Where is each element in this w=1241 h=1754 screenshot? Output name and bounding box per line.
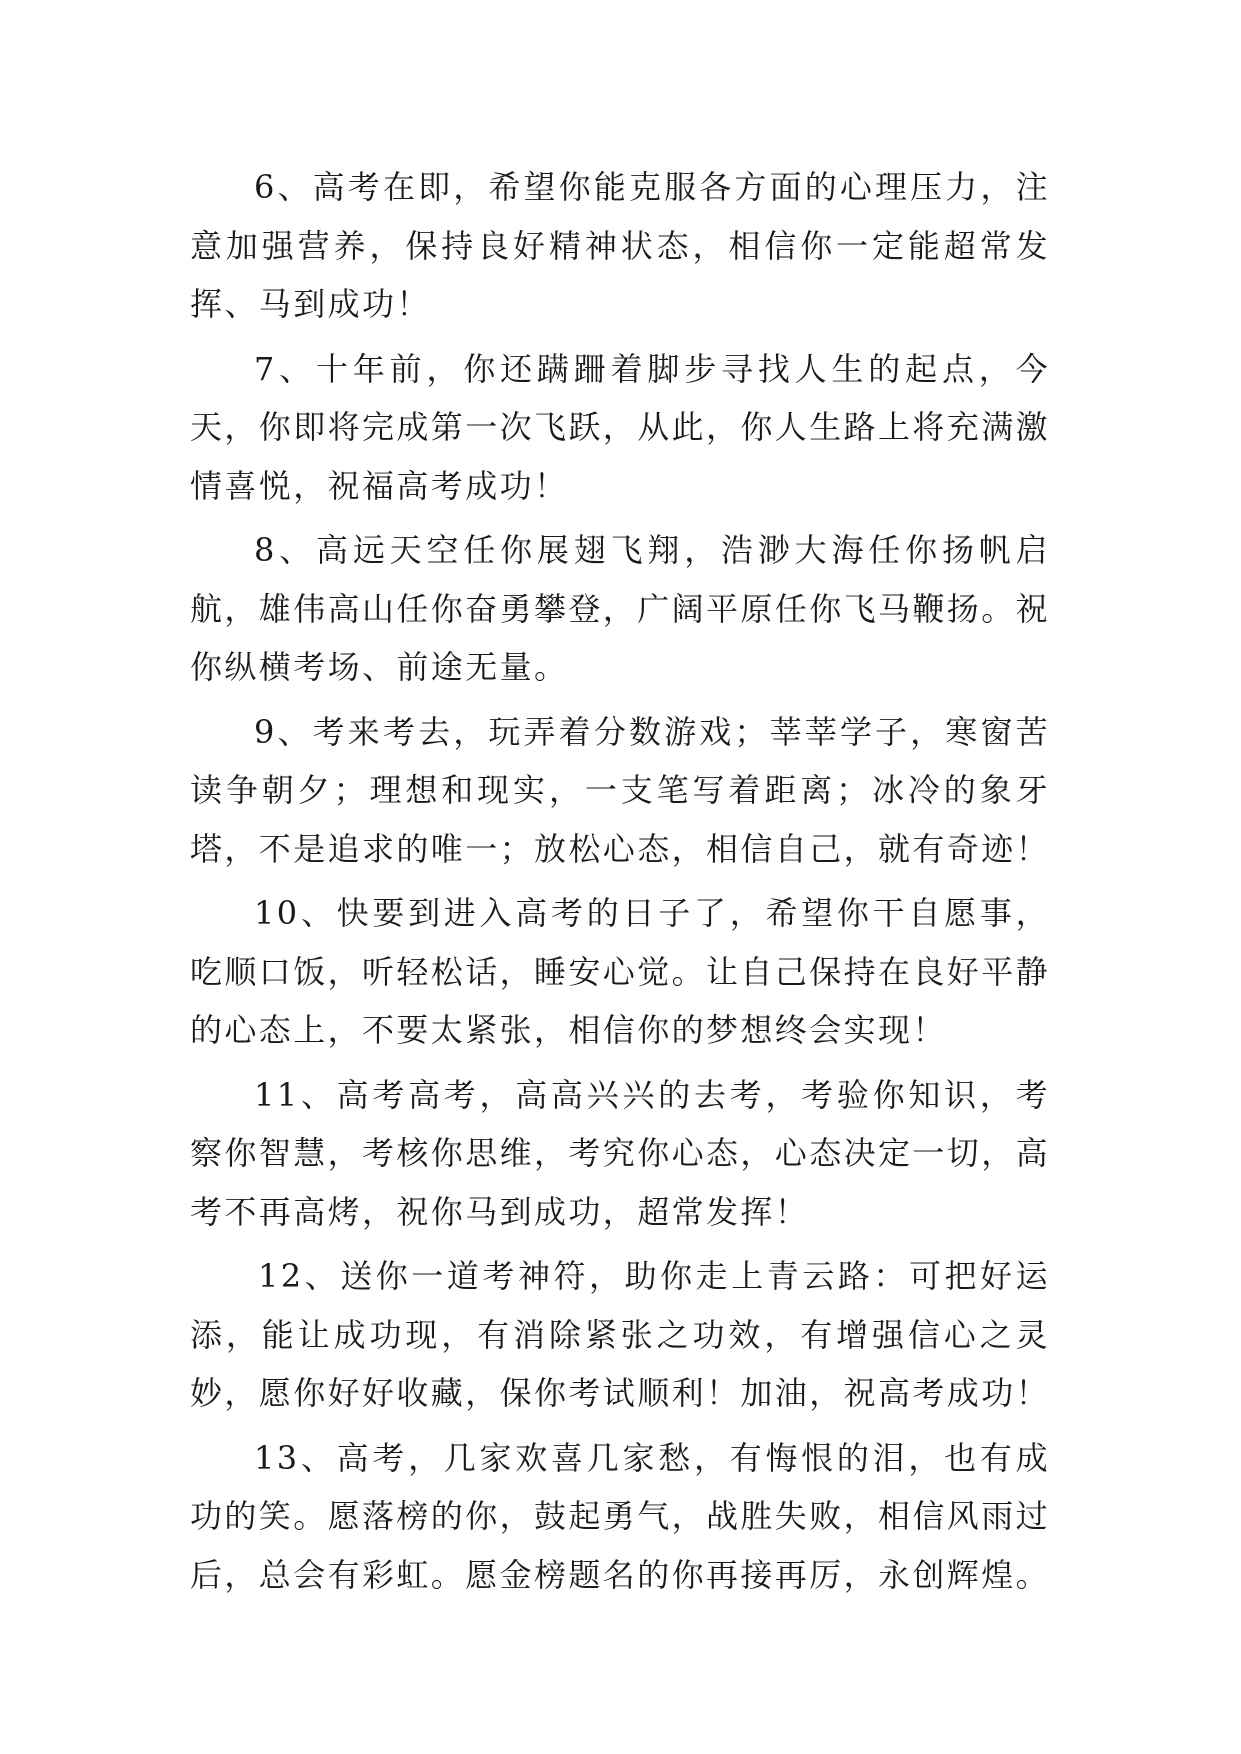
paragraph-11: 11、高考高考，高高兴兴的去考，考验你知识，考察你智慧，考核你思维，考究你心态，心态决定一切，高考不再高烤，祝你马到成功，超常发挥！ — [190, 1075, 1051, 1231]
document-body — [190, 158, 1050, 1610]
paragraph-6: 6、高考在即，希望你能克服各方面的心理压力，注意加强营养，保持良好精神状态，相信你一定能超常发挥、马到成功！ — [190, 168, 1050, 323]
paragraph-12: 12、送你一道考神符，助你走上青云路：可把好运添，能让成功现，有消除紧张之功效，有增强信心之灵妙，愿你好好收藏，保你考试顺利！加油，祝高考成功！ — [190, 1257, 1051, 1412]
paragraph-10: 10、快要到进入高考的日子了，希望你干自愿事，吃顺口饭，听轻松话，睡安心觉。让自己保持在良好平静的心态上，不要太紧张，相信你的梦想终会实现！ — [190, 894, 1051, 1049]
paragraph-13: 13、高考，几家欢喜几家愁，有悔恨的泪，也有成功的笑。愿落榜的你，鼓起勇气，战胜失败，相信风雨过后，总会有彩虹。愿金榜题名的你再接再厉，永创辉煌。 — [190, 1438, 1051, 1594]
paragraph-9: 9、考来考去，玩弄着分数游戏；莘莘学子，寒窗苦读争朝夕；理想和现实，一支笔写着距离；冰冷的象牙塔，不是追求的唯一；放松心态，相信自己，就有奇迹！ — [190, 712, 1051, 868]
paragraph-8: 8、高远天空任你展翅飞翔，浩渺大海任你扬帆启航，雄伟高山任你奋勇攀登，广阔平原任你飞马鞭扬。祝你纵横考场、前途无量。 — [190, 531, 1051, 686]
paragraph-7: 7、十年前，你还蹒跚着脚步寻找人生的起点，今天，你即将完成第一次飞跃，从此，你人生路上将充满激情喜悦，祝福高考成功！ — [190, 349, 1051, 505]
